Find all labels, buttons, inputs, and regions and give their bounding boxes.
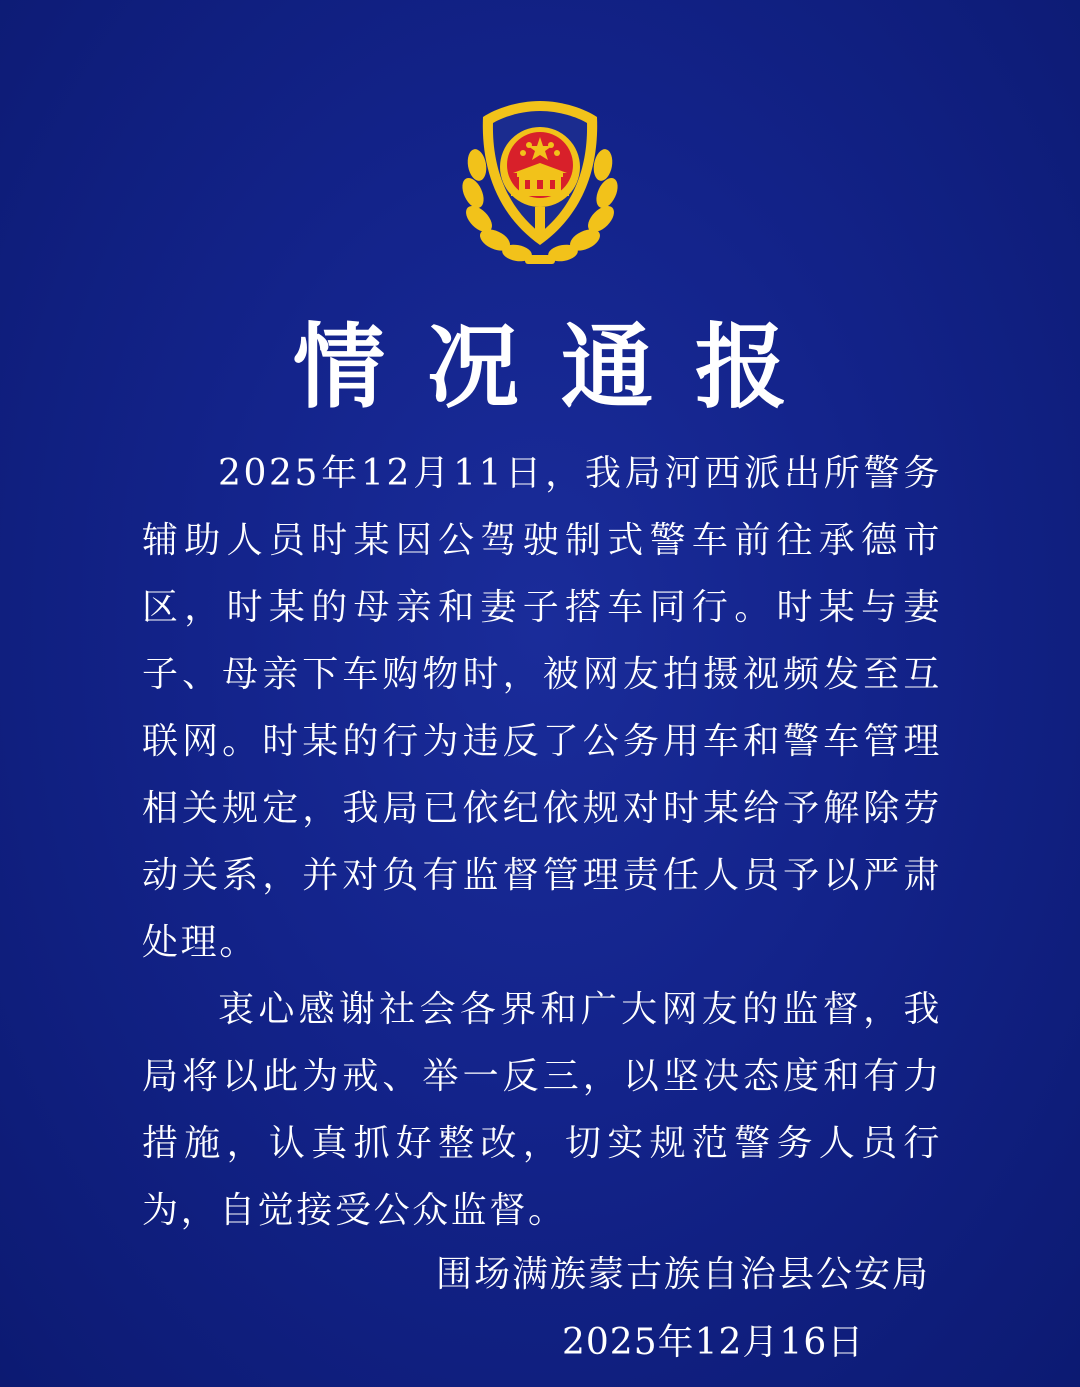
police-emblem-icon <box>455 95 625 270</box>
notice-body <box>142 440 942 1244</box>
notice-paragraph: 衷心感谢社会各界和广大网友的监督，我局将以此为戒、举一反三，以坚决态度和有力措施，认真抓好整改，切实规范警务人员行为，自觉接受公众监督。 <box>142 989 942 1231</box>
signature-organization: 围场满族蒙古族自治县公安局 <box>436 1254 931 1295</box>
signature-date: 2025年12月16日 <box>562 1322 865 1363</box>
notice-title: 情况通报 <box>292 313 829 421</box>
notice-paragraph: 2025年12月11日，我局河西派出所警务辅助人员时某因公驾驶制式警车前往承德市区，时某的母亲和妻子搭车同行。时某与妻子、母亲下车购物时，被网友拍摄视频发至互联网。时某的行为违反了公务用车和警车管理相关规定，我局已依纪依规对时某给予解除劳动关系，并对负有监督管理责任人员予以严肃处理。 <box>142 453 942 963</box>
